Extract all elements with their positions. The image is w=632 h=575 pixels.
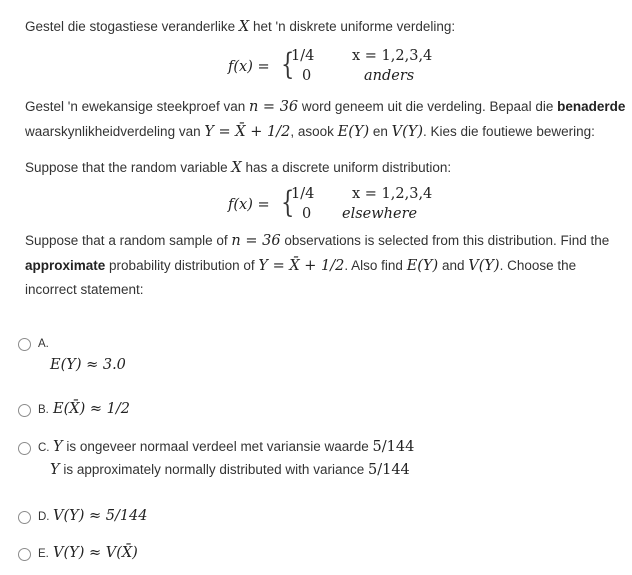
- af-intro-text: Gestel die stogastiese veranderlike: [25, 19, 236, 34]
- en-intro-text: Suppose that the random variable: [25, 160, 228, 175]
- en-piece2-condition: elsewhere: [342, 206, 418, 222]
- question-af-intro: [25, 19, 455, 35]
- en-sample-size: n = 36: [231, 233, 281, 249]
- en-line2-and: and: [441, 258, 465, 273]
- en-line1-a: Suppose that a random sample of: [25, 233, 228, 248]
- option-b-text: E(X̄) ≈ 1/2: [53, 401, 130, 417]
- af-brace: {: [281, 47, 295, 82]
- af-line1-bold: benaderde: [557, 99, 626, 114]
- af-line2-b: , asook: [290, 124, 334, 139]
- option-c-en-value: 5/144: [368, 462, 410, 478]
- en-piece2-value: 0: [302, 206, 312, 222]
- option-a-radio[interactable]: [18, 338, 31, 351]
- question-af-line2: [25, 124, 595, 140]
- option-c-en: is approximately normally distributed with variance: [63, 462, 365, 477]
- option-b-label: B.: [38, 404, 49, 416]
- af-vy: V(Y): [391, 124, 424, 140]
- option-c-label: C.: [38, 442, 50, 454]
- en-line3: incorrect statement:: [25, 282, 144, 297]
- af-line1-b: word geneem uit die verdeling. Bepaal die: [301, 99, 554, 114]
- en-fx-label: f(x) =: [228, 197, 270, 213]
- option-c-af: is ongeveer normaal verdeel met variansie waarde: [66, 439, 369, 454]
- af-intro-end: het 'n diskrete uniforme verdeling:: [252, 19, 456, 34]
- af-line2-a: waarskynlikheidverdeling van: [25, 124, 201, 139]
- en-y-definition: Y = X̄ + 1/2: [258, 258, 345, 274]
- af-piece2-condition: anders: [364, 68, 415, 84]
- en-ey: E(Y): [406, 258, 439, 274]
- en-vy: V(Y): [468, 258, 500, 274]
- option-e-label: E.: [38, 548, 49, 560]
- en-line2-c: . Choose the: [499, 258, 577, 273]
- en-brace: {: [281, 185, 295, 220]
- question-en-line3: [25, 282, 144, 297]
- option-c-en-text: [50, 462, 410, 478]
- option-e-radio[interactable]: [18, 548, 31, 561]
- option-b-radio[interactable]: [18, 404, 31, 417]
- af-fx-label: f(x) =: [228, 59, 270, 75]
- en-intro-var: X: [231, 160, 242, 176]
- en-line1-b: observations is selected from this distribution. Find the: [284, 233, 610, 248]
- option-c-af-value: 5/144: [372, 439, 415, 455]
- option-c-radio[interactable]: [18, 442, 31, 455]
- question-af-line1: [25, 99, 625, 115]
- option-e-text: V(Y) ≈ V(X̄): [53, 545, 138, 561]
- af-piece2-value: 0: [302, 68, 312, 84]
- en-piece1-condition: x = 1,2,3,4: [352, 186, 433, 202]
- af-sample-size: n = 36: [248, 99, 299, 115]
- af-line2-en: en: [372, 124, 388, 139]
- option-d-text: V(Y) ≈ 5/144: [53, 508, 148, 524]
- af-intro-var: X: [238, 19, 250, 35]
- option-a-label: A.: [38, 338, 49, 350]
- af-line1-a: Gestel 'n ewekansige steekproef van: [25, 99, 246, 114]
- question-en-line1: [25, 233, 609, 249]
- option-a-text: E(Y) ≈ 3.0: [50, 357, 126, 373]
- af-ey: E(Y): [337, 124, 370, 140]
- en-intro-end: has a discrete uniform distribution:: [245, 160, 452, 175]
- en-line2-b: . Also find: [344, 258, 403, 273]
- af-piece1-condition: x = 1,2,3,4: [352, 48, 433, 64]
- option-c-var: Y: [53, 439, 63, 455]
- option-d-radio[interactable]: [18, 511, 31, 524]
- af-line2-c: . Kies die foutiewe bewering:: [423, 124, 595, 139]
- af-y-definition: Y = X̄ + 1/2: [204, 124, 291, 140]
- en-line2-bold: approximate: [25, 258, 106, 273]
- question-en-intro: [25, 160, 451, 176]
- question-en-line2: [25, 258, 576, 274]
- en-piece1-value: 1/4: [291, 186, 315, 202]
- af-piece1-value: 1/4: [291, 48, 315, 64]
- option-c-af-text: [53, 439, 414, 455]
- option-c-var2: Y: [50, 462, 60, 478]
- en-line2-a: probability distribution of: [109, 258, 255, 273]
- option-d-label: D.: [38, 511, 50, 523]
